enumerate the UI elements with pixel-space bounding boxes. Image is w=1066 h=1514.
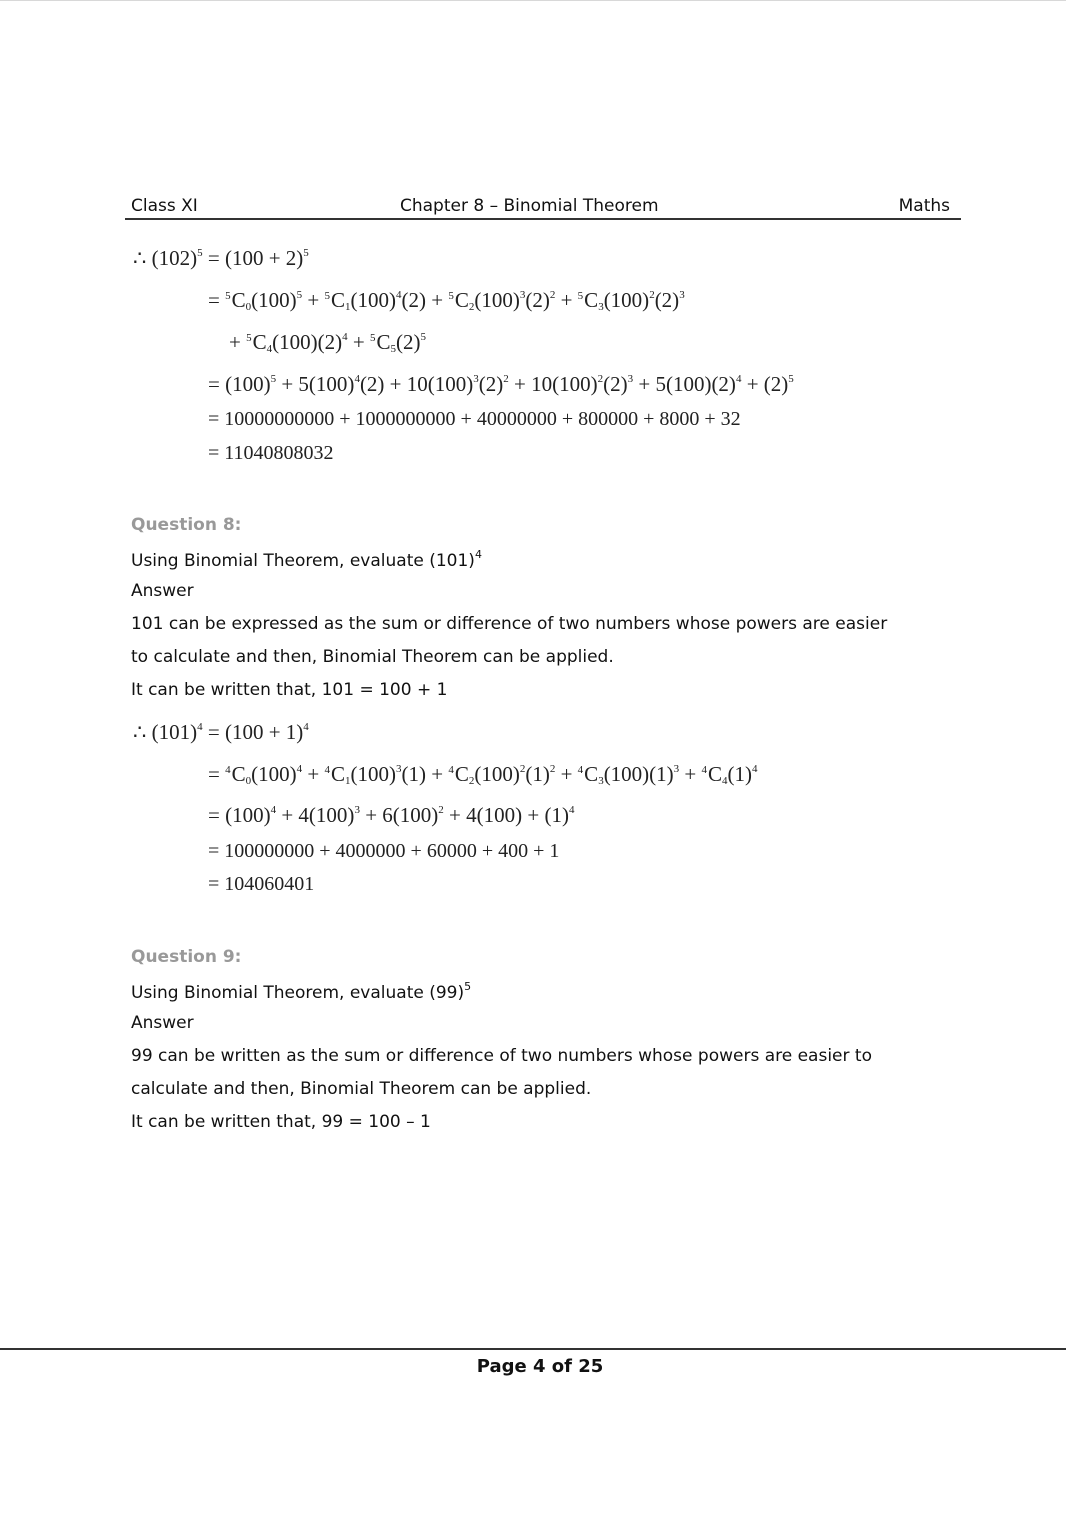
q8-equation-line-4: = 100000000 + 4000000 + 60000 + 400 + 1 [208, 840, 560, 862]
question-8-heading: Question 8: [131, 515, 242, 535]
question-8-prompt [131, 548, 482, 571]
q7-equation-line-1: ∴ $(102)^5 = (100 + 2)^5$ [133, 246, 309, 270]
question-9-para-line-2: calculate and then, Binomial Theorem can be applied. [131, 1079, 592, 1099]
footer-rule [0, 1348, 1066, 1350]
page-number: Page 4 of 25 [476, 1356, 604, 1377]
header-class: Class XI [131, 196, 198, 216]
q8-equation-line-3: = $(100)^4 + 4(100)^3 + 6(100)^2 + 4(100) + (1)^4$ [208, 803, 575, 827]
page-header [125, 196, 961, 220]
question-8-para-line-2: to calculate and then, Binomial Theorem can be applied. [131, 647, 614, 667]
question-8-para-2: It can be written that, 101 = 100 + 1 [131, 680, 448, 700]
question-9-exponent: 5 [464, 980, 472, 993]
q7-equation-line-2: = $^5C_0(100)^5 + ^5C_1(100)^4(2) + ^5C_2(100)^3(2)^2 + ^5C_3(100)^2(2)^3$ [208, 288, 685, 313]
question-8-para-line-1: 101 can be expressed as the sum or difference of two numbers whose powers are easier [131, 614, 888, 634]
question-9-prompt [131, 980, 471, 1003]
question-8-prompt-text: Using Binomial Theorem, evaluate (101) [131, 551, 475, 571]
header-subject: Maths [898, 196, 950, 216]
header-chapter: Chapter 8 – Binomial Theorem [400, 196, 659, 216]
question-9-heading: Question 9: [131, 947, 242, 967]
q7-equation-line-3: + $^5C_4(100)(2)^4 + ^5C_5(2)^5$ [229, 330, 426, 355]
question-9-para-2: It can be written that, 99 = 100 – 1 [131, 1112, 431, 1132]
q8-equation-line-1: ∴ $(101)^4 = (100 + 1)^4$ [133, 720, 309, 744]
q7-equation-line-4: = $(100)^5 + 5(100)^4(2) + 10(100)^3(2)^2 + 10(100)^2(2)^3 + 5(100)(2)^4 + (2)^5$ [208, 372, 794, 396]
top-border [0, 0, 1066, 1]
q8-equation-line-2: = $^4C_0(100)^4 + ^4C_1(100)^3(1) + ^4C_2(100)^2(1)^2 + ^4C_3(100)(1)^3 + ^4C_4(1)^4$ [208, 762, 758, 787]
q8-result: = 104060401 [208, 873, 315, 895]
question-9-prompt-text: Using Binomial Theorem, evaluate (99) [131, 983, 465, 1003]
question-9-para-line-1: 99 can be written as the sum or difference of two numbers whose powers are easier to [131, 1046, 872, 1066]
q7-result: = 11040808032 [208, 442, 334, 464]
question-8-answer-label: Answer [131, 581, 194, 601]
q7-equation-line-5: = 10000000000 + 1000000000 + 40000000 + 800000 + 8000 + 32 [208, 408, 741, 430]
question-9-answer-label: Answer [131, 1013, 194, 1033]
question-8-exponent: 4 [474, 548, 482, 561]
